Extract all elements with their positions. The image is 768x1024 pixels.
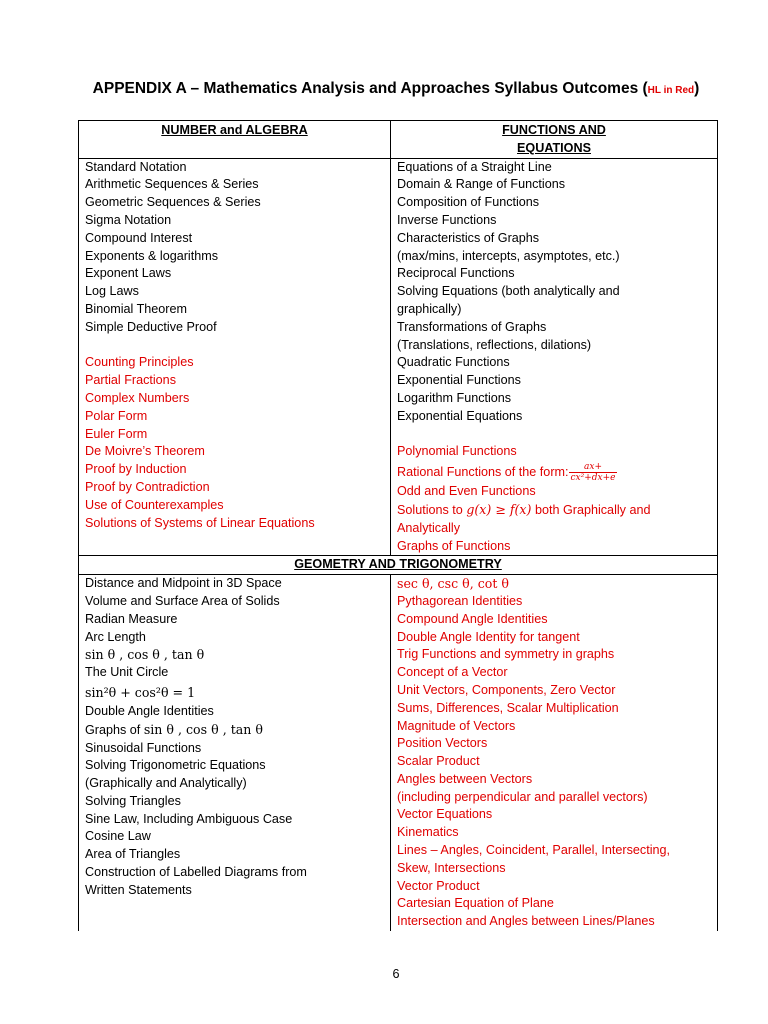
rational-fraction: $\frac{ax+}{\text{cx²+dx+e}}$ xyxy=(570,462,616,484)
number-algebra-header: NUMBER and ALGEBRA xyxy=(79,121,391,159)
list-item: Solving Trigonometric Equations xyxy=(85,758,266,773)
list-item-graphs: Graphs of sin θ , cos θ , tan θ xyxy=(85,721,263,737)
list-item: Graphs of Functions xyxy=(397,538,511,553)
list-item-solutions: Solutions to g(x) ≥ f(x) both Graphically and xyxy=(397,501,651,517)
list-item: Proof by Contradiction xyxy=(85,479,210,494)
list-item: Intersection and Angles between Lines/Planes xyxy=(397,914,655,929)
list-item: Magnitude of Vectors xyxy=(397,718,516,733)
list-item: Geometric Sequences & Series xyxy=(85,195,261,210)
list-item-rational: Rational Functions of the form: $\frac{ax+}{\text{cx²+dx+e}}$ xyxy=(397,462,616,484)
list-item: Solving Triangles xyxy=(85,793,181,808)
syllabus-table xyxy=(78,120,718,931)
list-item: Analytically xyxy=(397,520,460,535)
list-item: (Graphically and Analytically) xyxy=(85,776,247,791)
list-gap xyxy=(397,426,717,444)
list-item: Proof by Induction xyxy=(85,462,187,477)
list-item: Arc Length xyxy=(85,629,146,644)
geometry-hl-list xyxy=(397,575,717,931)
list-item: Inverse Functions xyxy=(397,212,497,227)
list-item: Pythagorean Identities xyxy=(397,593,523,608)
list-item: Counting Principles xyxy=(85,355,194,370)
geometry-sl-list-rest xyxy=(85,740,390,900)
list-item: Lines – Angles, Coincident, Parallel, Intersecting, xyxy=(397,843,671,858)
list-gap xyxy=(85,337,390,355)
list-item: Distance and Midpoint in 3D Space xyxy=(85,576,282,591)
list-item: Double Angle Identities xyxy=(85,703,214,718)
list-item-reciprocal-trig: sec θ, csc θ, cot θ xyxy=(397,576,510,592)
title-text: APPENDIX A – Mathematics Analysis and Approaches Syllabus Outcomes ( xyxy=(92,80,648,97)
geometry-hl-cell xyxy=(391,575,718,931)
list-item: Compound Angle Identities xyxy=(397,611,548,626)
list-item: Position Vectors xyxy=(397,736,488,751)
list-item: Exponent Laws xyxy=(85,266,172,281)
list-item: Construction of Labelled Diagrams from xyxy=(85,865,307,880)
list-item: Polar Form xyxy=(85,408,148,423)
list-item: Complex Numbers xyxy=(85,390,190,405)
list-item: Odd and Even Functions xyxy=(397,484,536,499)
list-item: Kinematics xyxy=(397,825,459,840)
list-item: Angles between Vectors xyxy=(397,771,533,786)
list-item: Simple Deductive Proof xyxy=(85,319,217,334)
list-item: Concept of a Vector xyxy=(397,665,508,680)
list-item: Area of Triangles xyxy=(85,847,181,862)
list-item: (max/mins, intercepts, asymptotes, etc.) xyxy=(397,248,620,263)
list-item: Solving Equations (both analytically and xyxy=(397,284,620,299)
geometry-sl-cell xyxy=(79,575,391,931)
list-item: Compound Interest xyxy=(85,230,193,245)
list-item: Use of Counterexamples xyxy=(85,497,224,512)
list-item: Arithmetic Sequences & Series xyxy=(85,177,259,192)
list-item: Skew, Intersections xyxy=(397,860,506,875)
list-item: (Translations, reflections, dilations) xyxy=(397,337,592,352)
number-algebra-cell xyxy=(79,158,391,556)
functions-equations-cell xyxy=(391,158,718,556)
list-item: Transformations of Graphs xyxy=(397,319,547,334)
hl-note: HL in Red xyxy=(647,85,695,96)
list-item: Exponential Functions xyxy=(397,373,521,388)
list-item: Exponential Equations xyxy=(397,408,523,423)
list-item: Characteristics of Graphs xyxy=(397,230,540,245)
list-item: Volume and Surface Area of Solids xyxy=(85,593,280,608)
page-title xyxy=(0,80,768,98)
list-item-identity: sin²θ + cos²θ = 1 xyxy=(85,684,196,700)
list-item: Exponents & logarithms xyxy=(85,248,219,263)
list-item: Reciprocal Functions xyxy=(397,266,515,281)
list-item: (including perpendicular and parallel vectors) xyxy=(397,789,648,804)
list-item: The Unit Circle xyxy=(85,665,169,680)
content-row-geometry xyxy=(79,575,718,931)
list-item: Sine Law, Including Ambiguous Case xyxy=(85,811,293,826)
list-item: Unit Vectors, Components, Zero Vector xyxy=(397,682,616,697)
list-item: Sinusoidal Functions xyxy=(85,740,202,755)
list-item: graphically) xyxy=(397,301,462,316)
title-close-paren: ) xyxy=(694,80,700,97)
list-item: Cartesian Equation of Plane xyxy=(397,896,554,911)
functions-equations-header: FUNCTIONS AND EQUATIONS xyxy=(391,121,718,159)
list-item: Vector Equations xyxy=(397,807,493,822)
list-item: Polynomial Functions xyxy=(397,444,517,459)
list-item: Radian Measure xyxy=(85,611,178,626)
functions-equations-hl-list xyxy=(397,426,717,556)
list-item: Binomial Theorem xyxy=(85,301,187,316)
list-item: Scalar Product xyxy=(397,754,480,769)
list-item: Solutions of Systems of Linear Equations xyxy=(85,515,315,530)
list-item-trig-funcs: sin θ , cos θ , tan θ xyxy=(85,647,205,663)
list-item: Standard Notation xyxy=(85,159,187,174)
number-algebra-list xyxy=(85,159,390,533)
list-item: Logarithm Functions xyxy=(397,390,512,405)
geometry-sl-list xyxy=(85,575,390,739)
list-item: Sums, Differences, Scalar Multiplication xyxy=(397,700,619,715)
list-item: Double Angle Identity for tangent xyxy=(397,629,580,644)
geometry-trig-header: GEOMETRY AND TRIGONOMETRY xyxy=(79,556,718,575)
list-item: Sigma Notation xyxy=(85,212,172,227)
list-item: Cosine Law xyxy=(85,829,151,844)
header-row-top xyxy=(79,121,718,159)
list-item: Euler Form xyxy=(85,426,148,441)
header-row-geometry xyxy=(79,556,718,575)
list-item: Composition of Functions xyxy=(397,195,540,210)
list-item: Log Laws xyxy=(85,284,139,299)
functions-equations-list xyxy=(397,159,717,426)
list-item: Partial Fractions xyxy=(85,373,176,388)
list-item: Quadratic Functions xyxy=(397,355,510,370)
list-item: Domain & Range of Functions xyxy=(397,177,566,192)
list-item: De Moivre’s Theorem xyxy=(85,444,205,459)
list-item: Vector Product xyxy=(397,878,480,893)
content-row-top xyxy=(79,158,718,556)
list-item: Written Statements xyxy=(85,882,192,897)
page-number: 6 xyxy=(392,967,400,981)
list-item: Trig Functions and symmetry in graphs xyxy=(397,647,615,662)
list-item: Equations of a Straight Line xyxy=(397,159,552,174)
